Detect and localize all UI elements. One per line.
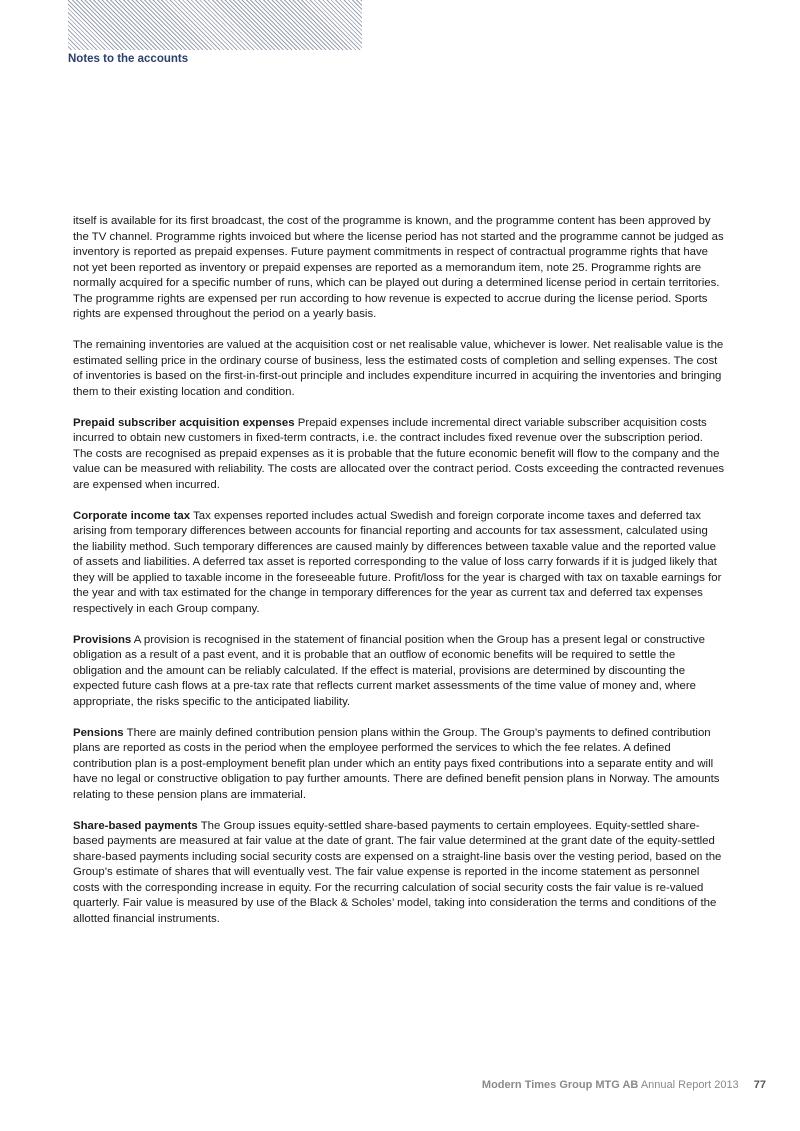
programme-rights-paragraph: itself is available for its first broadcast, the cost of the programme is known, and the programme content has been approved by the TV channel. Programme rights invoiced but where the license period has not started and the programme cannot be judged as inventory is reported as prepaid expenses. Future payment commitments in respect of contractual programme rights that have not yet been reported as inventory or prepaid expenses are reported as a memorandum item, note 25. Programme rights are normally acquired for a specific number of runs, which can be played out during a determined license period in certain territories. The programme rights are expensed per run according to how revenue is expected to accrue during the license period. Sports rights are expensed throughout the period on a yearly basis. <box>73 215 724 320</box>
note-heading: Pensions <box>73 726 124 739</box>
note-heading: Prepaid subscriber acquisition expenses <box>73 416 295 429</box>
note-prepaid-subscriber-acquisition <box>73 416 725 494</box>
note-corporate-income-tax <box>73 509 725 618</box>
note-heading: Provisions <box>73 633 132 646</box>
note-pensions <box>73 726 725 804</box>
note-heading: Corporate income tax <box>73 509 191 522</box>
note-text: Prepaid expenses include incremental direct variable subscriber acquisition costs incurred to obtain new customers in fixed-term contracts, i.e. the contract includes fixed revenue over the subscription period. The costs are recognised as prepaid expenses as it is probable that the future economic benefit will flow to the company and the value can be measured with reliability. The costs are allocated over the contract period. Costs exceeding the contracted revenues are expensed when incurred. <box>73 416 725 491</box>
header-hatch-pattern <box>68 0 362 50</box>
note-provisions <box>73 633 725 711</box>
page-number: 77 <box>753 1079 766 1091</box>
footer-report: Annual Report 2013 <box>640 1079 739 1091</box>
section-title: Notes to the accounts <box>68 53 189 65</box>
note-text: The Group issues equity-settled share-based payments to certain employees. Equity-settled share-based payments are measured at fair value at the date of grant. The fair value determined at the grant date of the equity-settled share-based payments including social security costs are expensed on a straight-line basis over the vesting period, based on the Group’s estimate of shares that will eventually vest. The fair value expense is reported in the income statement as personnel costs with the corresponding increase in equity. For the recurring calculation of social security costs the fair value is re-valued quarterly. Fair value is measured by use of the Black & Scholes’ model, taking into consideration the terms and conditions of the allotted financial instruments. <box>73 819 722 925</box>
notes-body <box>73 214 725 943</box>
inventories-paragraph: The remaining inventories are valued at the acquisition cost or net realisable value, whichever is lower. Net realisable value is the estimated selling price in the ordinary course of business, less the estimated costs of completion and selling expenses. The cost of inventories is based on the first-in-first-out principle and includes expenditure incurred in acquiring the inventories and bringing them to their existing location and condition. <box>73 339 724 398</box>
note-share-based-payments <box>73 819 725 928</box>
note-text: There are mainly defined contribution pension plans within the Group. The Group’s payments to defined contribution plans are reported as costs in the period when the employee performed the services to which the fee relates. A defined contribution plan is a post-employment benefit plan under which an entity pays fixed contributions into a separate entity and will have no legal or constructive obligation to pay further amounts. There are defined benefit pension plans in Norway. The amounts relating to these pension plans are immaterial. <box>73 726 720 801</box>
note-heading: Share-based payments <box>73 819 198 832</box>
page-footer <box>482 1079 766 1091</box>
note-text: Tax expenses reported includes actual Swedish and foreign corporate income taxes and deferred tax arising from temporary differences between accounts for financial reporting and accounts for tax assessment, calculated using the liability method. Such temporary differences are caused mainly by differences between taxable value and the reported value of assets and liabilities. A deferred tax asset is reported corresponding to the value of loss carry forwards if it is judged likely that they will be applied to taxable income in the foreseeable future. Profit/loss for the year is charged with tax on taxable earnings for the year and with tax estimated for the change in temporary differences for the year as current tax and deferred tax expenses respectively in each Group company. <box>73 509 722 615</box>
note-text: A provision is recognised in the statement of financial position when the Group has a present legal or constructive obligation as a result of a past event, and it is probable that an outflow of economic benefits will be required to settle the obligation and the amount can be reliably calculated. If the effect is material, provisions are determined by discounting the expected future cash flows at a pre-tax rate that reflects current market assessments of the time value of money and, where appropriate, the risks specific to the anticipated liability. <box>73 633 705 708</box>
footer-company: Modern Times Group MTG AB <box>481 1079 639 1091</box>
